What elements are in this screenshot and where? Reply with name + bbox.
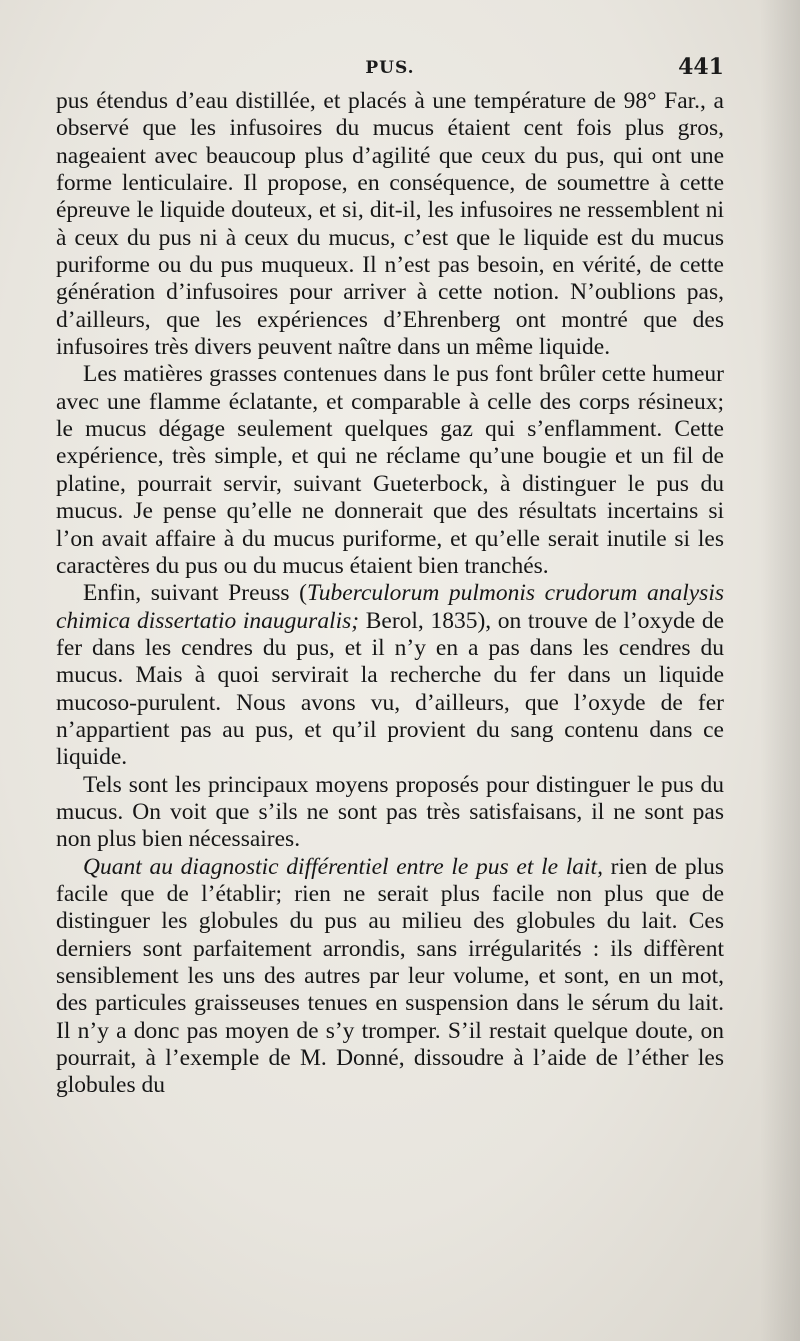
running-title: PUS. [365, 58, 415, 78]
page-header [56, 54, 724, 88]
paragraph-1-text: pus étendus d’eau distillée, et placés à une température de 98° Far., a observé que les infusoires du mucus étaient cent fois plus gros, nageaient avec beaucoup plus d’agilité que ceux du pus, qui ont une forme lenticulaire. Il propose, en conséquence, de soumettre à cette épreuve le liquide douteux, et si, dit-il, les infusoires ne ressemblent ni à ceux du pus ni à ceux du mucus, c’est que le liquide est du mucus puriforme ou du pus muqueux. Il n’est pas besoin, en vérité, de cette génération d’infusoires pour arriver à cette notion. N’oublions pas, d’ailleurs, que les expériences d’Ehrenberg ont montré que des infusoires très divers peuvent naître dans un même liquide. [56, 88, 724, 361]
paragraph-4-text: Tels sont les principaux moyens proposés pour distinguer le pus du mucus. On voit que s’ils ne sont pas très satisfaisans, il ne sont pas non plus bien nécessaires. [56, 771, 724, 853]
paragraph-5-rest: rien de plus facile que de l’établir; rien ne serait plus facile non plus que de distinguer les globules du pus au milieu des globules du lait. Ces derniers sont parfaitement arrondis, sans irrégularités : ils diffèrent sensiblement les uns des autres par leur volume, et sont, en un mot, des particules graisseuses tenues en suspension dans le sérum du lait. Il n’y a donc pas moyen de s’y tromper. S’il restait quelque doute, on pourrait, à l’exemple de M. Donné, dissoudre à l’aide de l’éther les globules du [56, 853, 724, 1099]
paragraph-2 [56, 361, 724, 580]
paragraph-1 [56, 88, 724, 361]
paragraph-4 [56, 772, 724, 854]
paragraph-5 [56, 854, 724, 1100]
paragraph-5-heading: Quant au diagnostic différentiel entre le pus et le lait, [83, 853, 603, 880]
paragraph-3 [56, 580, 724, 771]
paragraph-3-citation: Tuberculorum pulmonis crudorum analysis chimica dissertatio inauguralis; [56, 580, 724, 634]
page-number: 441 [678, 54, 724, 80]
paragraph-3-lead: Enfin, suivant Preuss ( [83, 580, 307, 607]
paragraph-2-text: Les matières grasses contenues dans le pus font brûler cette humeur avec une flamme éclatante, et comparable à celle des corps résineux; le mucus dégage seulement quelques gaz qui s’enflamment. Cette expérience, très simple, et qui ne réclame qu’une bougie et un fil de platine, pourrait servir, suivant Gueterbock, à distinguer le pus du mucus. Je pense qu’elle ne donnerait que des résultats incertains si l’on avait affaire à du mucus puriforme, et qu’elle serait inutile si les caractères du pus ou du mucus étaient bien tranchés. [56, 361, 724, 579]
paragraph-3-rest: Berol, 1835), on trouve de l’oxyde de fer dans les cendres du pus, et il n’y en a pas dans les cendres du mucus. Mais à quoi servirait la recherche du fer dans un liquide mucoso-purulent. Nous avons vu, d’ailleurs, que l’oxyde de fer n’appartient pas au pus, et qu’il provient du sang contenu dans ce liquide. [56, 607, 724, 771]
page-edge-shadow [760, 0, 800, 1341]
body-text [56, 88, 724, 1100]
